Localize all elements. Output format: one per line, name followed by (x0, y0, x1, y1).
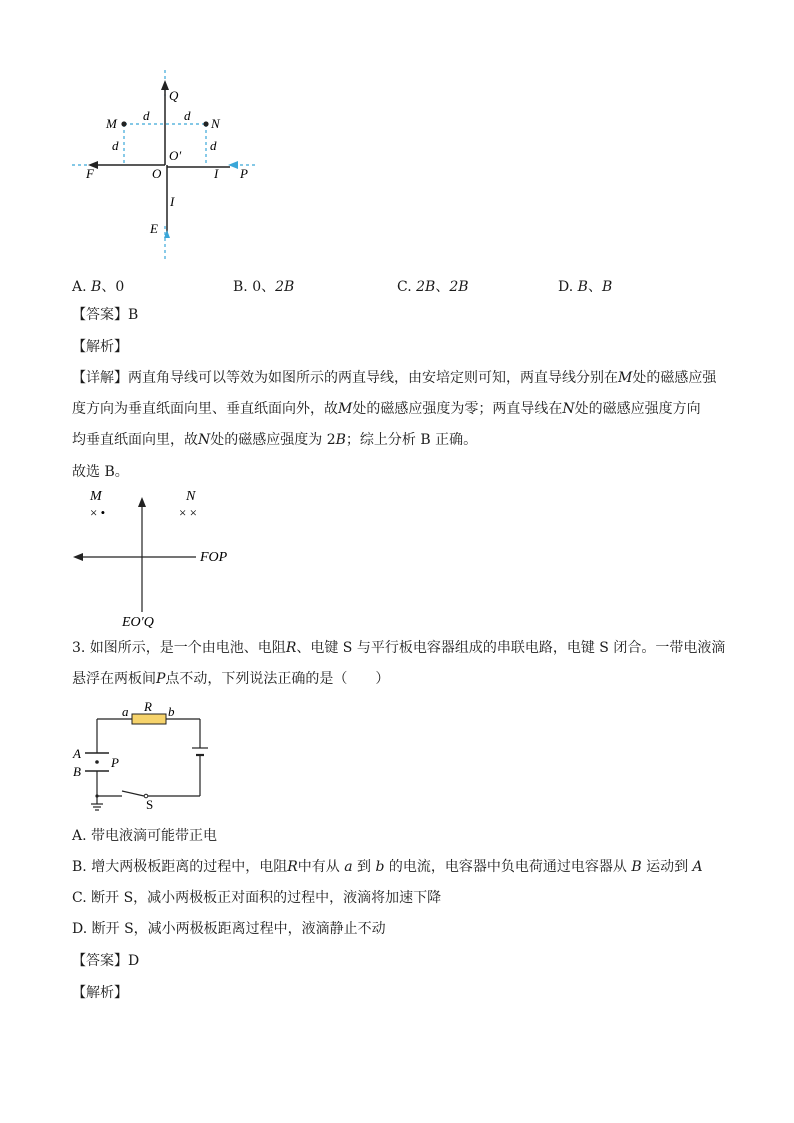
q3-option-D[interactable]: D. 断开 S，减小两极板距离过程中，液滴静止不动 (72, 921, 386, 937)
option-A[interactable]: A. B、0 (72, 279, 125, 295)
q2-detail-line2: 度方向为垂直纸面向里、垂直纸面向外，故M处的磁感应强度为零；两直导线在N处的磁感应强度方向 (72, 401, 701, 417)
q2-analysis-label: 【解析】 (72, 339, 128, 355)
q3-stem-line1: 3. 如图所示，是一个由电池、电阻R、电键 S 与平行板电容器组成的串联电路，电键 S 闭合。一带电液滴 (72, 640, 726, 656)
q2-detail-line1: 【详解】两直角导线可以等效为如图所示的两直导线，由安培定则可知，两直导线分别在M处的磁感应强 (72, 370, 717, 386)
ground-junction (95, 794, 98, 797)
option-C[interactable]: C. 2B、2B (397, 279, 469, 295)
circuit-label-P: P (111, 755, 119, 770)
point-N (203, 121, 208, 126)
droplet-P (95, 760, 99, 764)
label-d-right: d (210, 138, 217, 153)
circuit-label-A: A (73, 746, 81, 761)
circuit-label-B: B (73, 764, 81, 779)
option-D[interactable]: D. B、B (558, 279, 613, 295)
label-Q: Q (169, 88, 179, 103)
label-d-left: d (112, 138, 119, 153)
point-M (121, 121, 126, 126)
q3-option-C[interactable]: C. 断开 S，减小两极板正对面积的过程中，液滴将加速下降 (72, 890, 442, 906)
circuit-label-a: a (122, 704, 129, 719)
fig2-N-field-symbols: × × (179, 505, 197, 520)
fig2-label-N: N (186, 489, 196, 504)
q2-detail-line3: 均垂直纸面向里，故N处的磁感应强度为 2B；综上分析 B 正确。 (72, 432, 478, 448)
label-I-vertical: I (170, 194, 175, 209)
fig2-label-FOP: FOP (200, 550, 228, 565)
option-B[interactable]: B. 0、2B (233, 279, 295, 295)
label-d-top-left: d (143, 108, 150, 123)
q2-conclusion: 故选 B。 (72, 464, 129, 480)
fig2-label-M: M (90, 489, 102, 504)
label-N: N (211, 116, 220, 131)
figure-wires-diagram (70, 66, 270, 266)
circuit-label-S: S (146, 797, 154, 812)
circuit-label-R: R (144, 699, 152, 714)
fig2-arrow-left-icon (73, 553, 83, 561)
q3-option-A[interactable]: A. 带电液滴可能带正电 (72, 828, 218, 844)
label-E: E (150, 221, 158, 236)
arrow-P-icon (228, 161, 238, 169)
label-O-prime: O′ (169, 148, 182, 163)
label-d-top-right: d (184, 108, 191, 123)
label-F: F (86, 166, 94, 181)
resistor-R (132, 714, 166, 724)
fig2-arrow-up-icon (138, 497, 146, 507)
q3-answer: 【答案】D (72, 953, 140, 969)
q3-stem-line2: 悬浮在两板间P点不动，下列说法正确的是（ ） (72, 671, 390, 687)
fig2-label-EOQ: EO′Q (122, 615, 154, 630)
fig2-M-field-symbols: × • (90, 505, 106, 520)
label-O: O (152, 166, 162, 181)
q3-option-B[interactable]: B. 增大两极板距离的过程中，电阻R中有从 a 到 b 的电流，电容器中负电荷通过电容器从 B 运动到 A (72, 859, 703, 875)
q2-answer: 【答案】B (72, 307, 139, 323)
figure-equivalent-wires (70, 486, 250, 630)
arrow-Q-icon (161, 80, 169, 90)
label-I-horizontal: I (214, 166, 219, 181)
switch-blade (122, 791, 144, 796)
circuit-label-b: b (168, 704, 175, 719)
q3-analysis-label: 【解析】 (72, 985, 128, 1001)
label-P: P (240, 166, 248, 181)
label-M: M (106, 116, 117, 131)
figure-circuit (70, 700, 230, 820)
